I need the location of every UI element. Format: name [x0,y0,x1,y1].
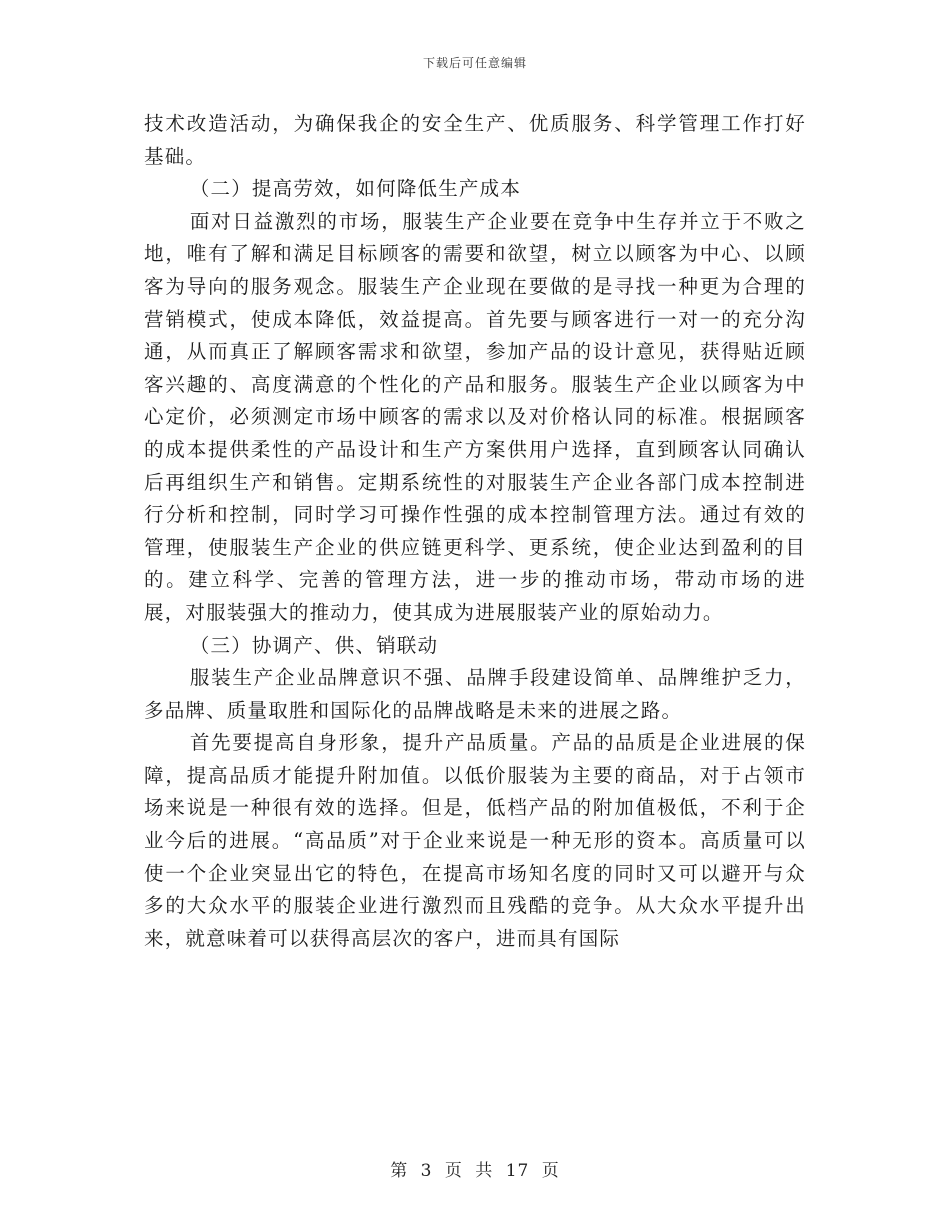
page-number-footer: 第 3 页 共 17 页 [390,1161,560,1181]
section-heading-3: （三）协调产、供、销联动 [189,633,439,657]
paragraph: 服装生产企业品牌意识不强、品牌手段建设简单、品牌维护乏力，多品牌、质量取胜和国际化的品牌战略是未来的进展之路。 [144,666,806,722]
section-heading-2: （二）提高劳效，如何降低生产成本 [189,177,522,201]
paragraph: 首先要提高自身形象，提升产品质量。产品的品质是企业进展的保障，提高品质才能提升附加值。以低价服装为主要的商品，对于占领市场来说是一种很有效的选择。但是，低档产品的附加值极低，不利于企业今后的进展。“高品质”对于企业来说是一种无形的资本。高质量可以使一个企业突显出它的特色，在提高市场知名度的同时又可以避开与众多的大众水平的服装企业进行激烈而且残酷的竞争。从大众水平提升出来，就意味着可以获得高层次的客户，进而具有国际 [144,731,806,950]
document-body [144,108,806,955]
page-header: 下载后可任意编辑 [422,56,527,70]
paragraph-continuation: 技术改造活动，为确保我企的安全生产、优质服务、科学管理工作打好基础。 [144,112,806,168]
paragraph: 面对日益激烈的市场，服装生产企业要在竞争中生存并立于不败之地，唯有了解和满足目标顾客的需要和欲望，树立以顾客为中心、以顾客为导向的服务观念。服装生产企业现在要做的是寻找一种更为合理的营销模式，使成本降低，效益提高。首先要与顾客进行一对一的充分沟通，从而真正了解顾客需求和欲望，参加产品的设计意见，获得贴近顾客兴趣的、高度满意的个性化的产品和服务。服装生产企业以顾客为中心定价，必须测定市场中顾客的需求以及对价格认同的标准。根据顾客的成本提供柔性的产品设计和生产方案供用户选择，直到顾客认同确认后再组织生产和销售。定期系统性的对服装生产企业各部门成本控制进行分析和控制，同时学习可操作性强的成本控制管理方法。通过有效的管理，使服装生产企业的供应链更科学、更系统，使企业达到盈利的目的。建立科学、完善的管理方法，进一步的推动市场，带动市场的进展，对服装强大的推动力，使其成为进展服装产业的原始动力。 [144,209,806,624]
